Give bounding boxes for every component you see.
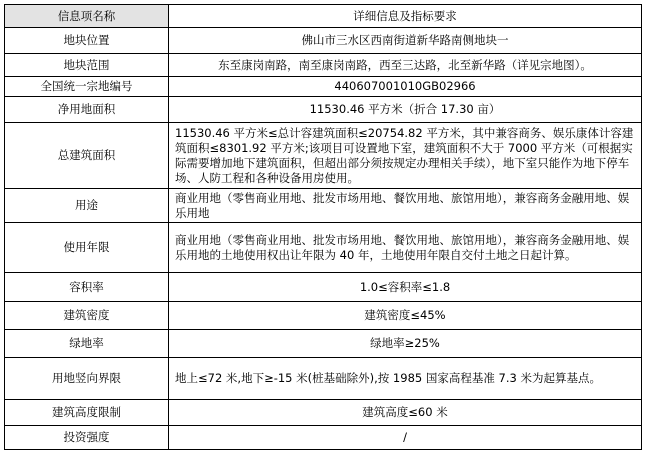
header-detail: 详细信息及指标要求 <box>169 5 642 28</box>
row-label: 地块位置 <box>5 28 169 54</box>
table-row-net-area <box>5 97 642 123</box>
row-label: 地块范围 <box>5 54 169 77</box>
row-value: 绿地率≥25% <box>169 330 642 358</box>
row-value: 11530.46 平方米（折合 17.30 亩） <box>169 97 642 123</box>
row-value: 商业用地（零售商业用地、批发市场用地、餐饮用地、旅馆用地），兼容商务金融用地、娱乐用地 <box>169 189 642 223</box>
table-row-vertical-limit <box>5 358 642 400</box>
row-label: 使用年限 <box>5 223 169 273</box>
table-row-plot-ratio <box>5 273 642 302</box>
table-row-range <box>5 54 642 77</box>
table-row-green-ratio <box>5 330 642 358</box>
row-value: 地上≤72 米,地下≥-15 米(桩基础除外),按 1985 国家高程基准 7.3 米为起算基点。 <box>169 358 642 400</box>
header-item-name: 信息项名称 <box>5 5 169 28</box>
row-label: 容积率 <box>5 273 169 302</box>
table-row-height-limit <box>5 400 642 426</box>
row-value: 1.0≤容积率≤1.8 <box>169 273 642 302</box>
row-value: 商业用地（零售商业用地、批发市场用地、餐饮用地、旅馆用地），兼容商务金融用地、娱乐用地的土地使用权出让年限为 40 年，土地使用年限自交付土地之日起计算。 <box>169 223 642 273</box>
row-value: 11530.46 平方米≤总计容建筑面积≤20754.82 平方米，其中兼容商务、娱乐康体计容建筑面积≤8301.92 平方米;该项目可设置地下室，建筑面积不大于 7000 平方米（可根据实际需要增加地下建筑面积，但超出部分须按规定办理相关手续），地下室只能作为地下停车场、人防工程和各种设备用房使用。 <box>169 123 642 189</box>
row-label: 投资强度 <box>5 426 169 450</box>
row-value: / <box>169 426 642 450</box>
row-label: 全国统一宗地编号 <box>5 77 169 97</box>
table-row-usage <box>5 189 642 223</box>
row-label: 建筑密度 <box>5 302 169 330</box>
row-label: 用地竖向界限 <box>5 358 169 400</box>
table-row-parcel-code <box>5 77 642 97</box>
row-value: 建筑高度≤60 米 <box>169 400 642 426</box>
row-label: 用途 <box>5 189 169 223</box>
row-value: 440607001010GB02966 <box>169 77 642 97</box>
row-label: 总建筑面积 <box>5 123 169 189</box>
row-value: 建筑密度≤45% <box>169 302 642 330</box>
table-row-investment <box>5 426 642 450</box>
table-row-term <box>5 223 642 273</box>
row-label: 绿地率 <box>5 330 169 358</box>
land-info-table <box>4 4 642 450</box>
row-label: 净用地面积 <box>5 97 169 123</box>
table-row-location <box>5 28 642 54</box>
table-row-total-floor-area <box>5 123 642 189</box>
row-label: 建筑高度限制 <box>5 400 169 426</box>
row-value: 东至康岗南路，南至康岗南路，西至三达路，北至新华路（详见宗地图）。 <box>169 54 642 77</box>
row-value: 佛山市三水区西南街道新华路南侧地块一 <box>169 28 642 54</box>
table-header-row <box>5 5 642 28</box>
table-row-building-density <box>5 302 642 330</box>
